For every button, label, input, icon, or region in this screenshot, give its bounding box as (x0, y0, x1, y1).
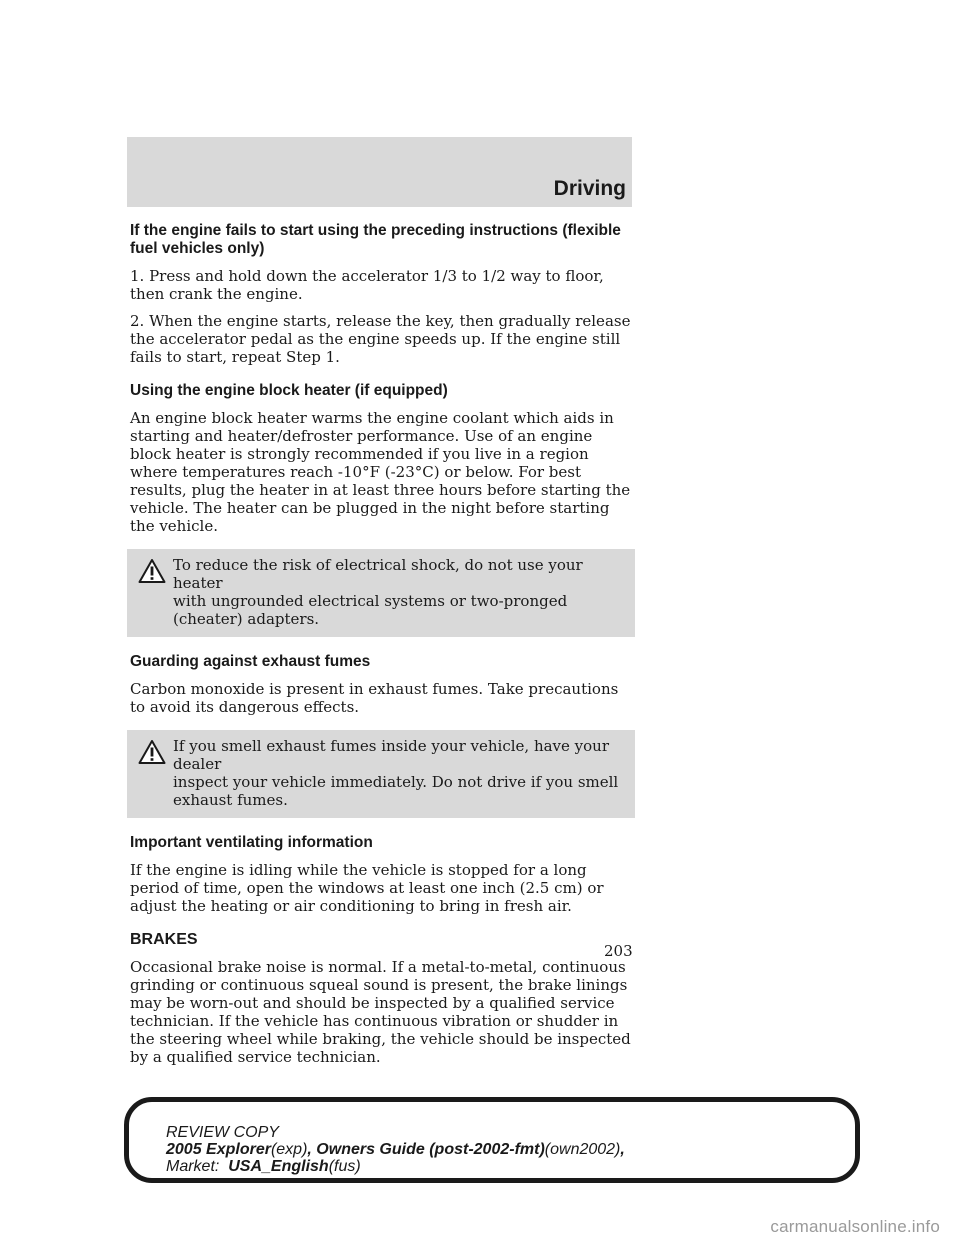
exhaust-text: Carbon monoxide is present in exhaust fumes. Take precautions to avoid its dangerous effects. (130, 680, 619, 716)
page-content (130, 222, 632, 1075)
model-name: 2005 Explorer (166, 1141, 271, 1158)
brakes-heading: BRAKES (130, 931, 198, 948)
flex-fuel-step-2: 2. When the engine starts, release the key, then gradually release the accelerator pedal as the engine speeds up. If the engine still fails to start, repeat Step 1. (130, 312, 631, 366)
review-copy-doc-line (166, 1141, 625, 1158)
warning-triangle-icon (138, 558, 166, 584)
guide-code: (own2002) (544, 1141, 621, 1158)
model-code: (exp) (270, 1141, 308, 1158)
market-code: (fus) (328, 1158, 361, 1175)
guide-name: Owners Guide (post-2002-fmt) (316, 1141, 545, 1158)
review-copy-label: REVIEW COPY (166, 1124, 279, 1141)
warning-electrical-line1: To reduce the risk of electrical shock, do not use your heater (173, 556, 583, 592)
block-heater-text: An engine block heater warms the engine coolant which aids in starting and heater/defroster performance. Use of an engine block heater is strongly recommended if you live in a region where temperatures reach -10°F (-23°C) or below. For best results, plug the heater in at least three hours before starting the vehicle. The heater can be plugged in the night before starting the vehicle. (130, 409, 631, 535)
section-title: Driving (553, 177, 626, 200)
flex-fuel-step-1: 1. Press and hold down the accelerator 1/3 to 1/2 way to floor, then crank the engine. (130, 267, 604, 303)
section-header-band (127, 137, 632, 207)
ventilating-text: If the engine is idling while the vehicle is stopped for a long period of time, open the windows at least one inch (2.5 cm) or adjust the heating or air conditioning to bring in fresh air. (130, 861, 604, 915)
market-value: USA_English (228, 1158, 329, 1175)
warning-exhaust-line1: If you smell exhaust fumes inside your vehicle, have your dealer (173, 737, 609, 773)
separator-1: , (307, 1141, 317, 1158)
warning-exhaust-rest: inspect your vehicle immediately. Do not drive if you smell exhaust fumes. (173, 773, 619, 809)
warning-box-electrical (127, 549, 635, 637)
market-label: Market: (166, 1158, 220, 1175)
review-copy-text (166, 1124, 625, 1175)
block-heater-heading: Using the engine block heater (if equipped) (130, 382, 448, 399)
separator-2: , (620, 1141, 625, 1158)
ventilating-heading: Important ventilating information (130, 834, 373, 851)
warning-electrical-rest: with ungrounded electrical systems or two-pronged (cheater) adapters. (173, 592, 568, 628)
flex-fuel-heading: If the engine fails to start using the preceding instructions (flexible fuel vehicles only) (130, 222, 621, 257)
site-watermark[interactable]: carmanualsonline.info (770, 1217, 940, 1236)
exhaust-heading: Guarding against exhaust fumes (130, 653, 371, 670)
review-copy-market-line (166, 1158, 625, 1175)
page-number: 203 (604, 942, 633, 960)
warning-box-exhaust (127, 730, 635, 818)
warning-triangle-icon (138, 739, 166, 765)
brakes-text: Occasional brake noise is normal. If a metal-to-metal, continuous grinding or continuous squeal sound is present, the brake linings may be worn-out and should be inspected by a qualified service technician. If the vehicle has continuous vibration or shudder in the steering wheel while braking, the vehicle should be inspected by a qualified service technician. (130, 958, 631, 1066)
